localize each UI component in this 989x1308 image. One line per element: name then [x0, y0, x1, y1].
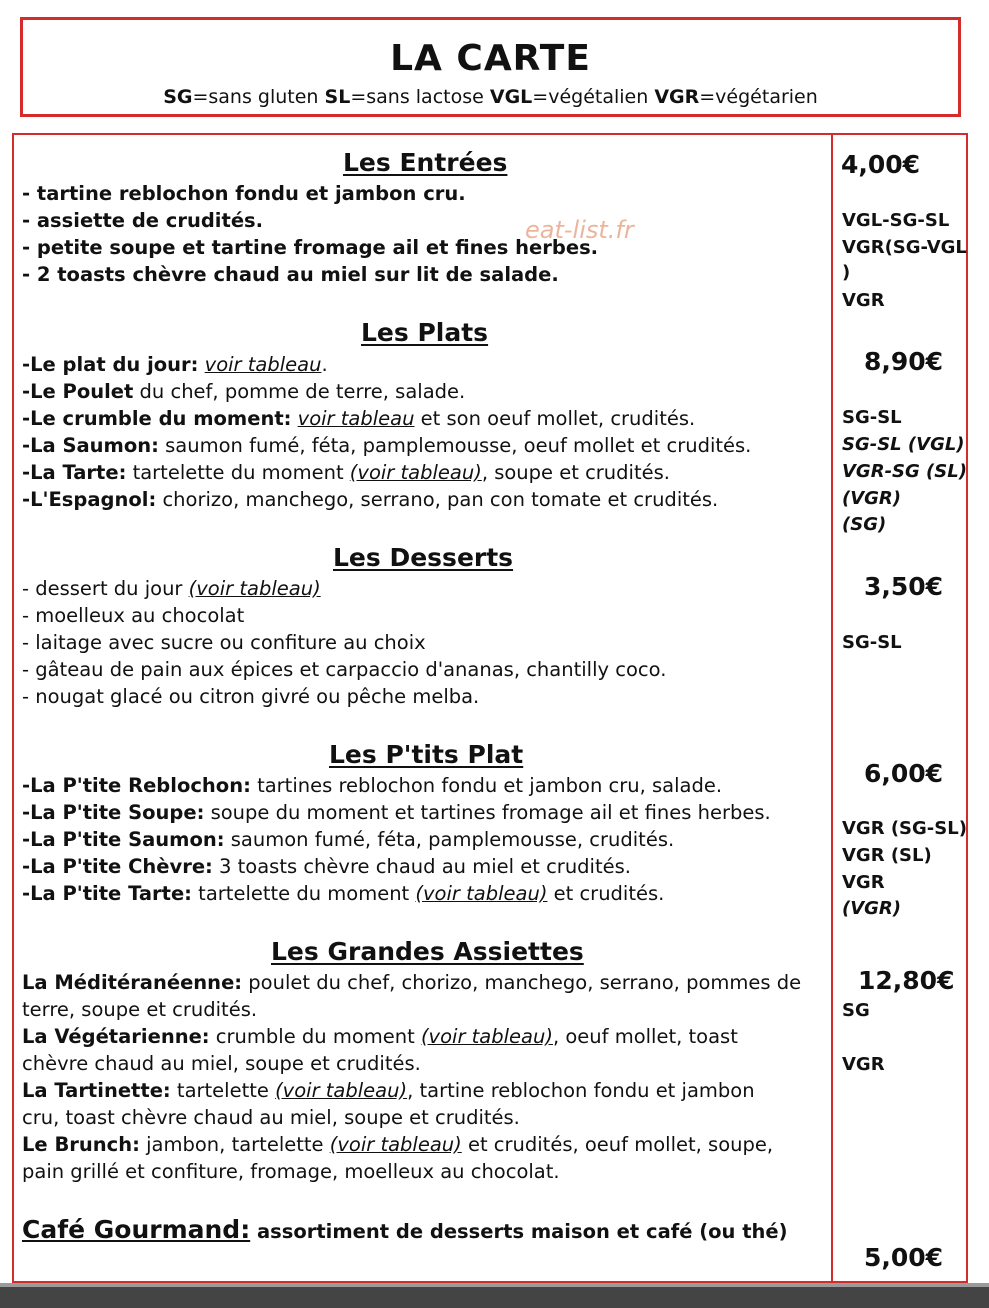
item-desc: et crudités.	[547, 882, 665, 905]
voir-tableau-link: (voir tableau)	[188, 577, 321, 600]
voir-tableau-link: (voir tableau)	[420, 1025, 553, 1048]
menu-item	[22, 379, 465, 405]
item-name: La Méditéranéenne:	[22, 971, 243, 994]
diet-tag: (VGR)	[842, 488, 902, 509]
menu-item	[22, 881, 664, 907]
diet-tag: SG-SL (VGL)	[842, 434, 965, 455]
menu-item	[22, 460, 670, 486]
diet-tag: VGR	[842, 872, 885, 893]
menu-item	[22, 181, 466, 207]
item-text: - assiette de crudités.	[22, 209, 264, 232]
voir-tableau-link: voir tableau	[297, 407, 415, 430]
diet-tag: VGR	[842, 290, 885, 311]
item-desc: chorizo, manchego, serrano, pan con tomate et crudités.	[156, 488, 719, 511]
item-name: -La P'tite Saumon:	[22, 828, 225, 851]
section-title-cafe: Café Gourmand:	[22, 1215, 251, 1244]
menu-item	[22, 262, 559, 288]
item-desc: et crudités, oeuf mollet, soupe,	[461, 1133, 774, 1156]
menu-item	[22, 1078, 755, 1104]
section-title-desserts: Les Desserts	[333, 543, 514, 572]
item-name: La Végétarienne:	[22, 1025, 210, 1048]
legend-value: =végétarien	[699, 86, 818, 108]
item-name: -La P'tite Reblochon:	[22, 774, 251, 797]
section-title-ptits: Les P'tits Plat	[329, 740, 524, 769]
diet-tag: SG-SL	[842, 632, 902, 653]
item-desc: , oeuf mollet, toast	[552, 1025, 738, 1048]
item-desc: , tartine reblochon fondu et jambon	[407, 1079, 755, 1102]
price-grandes: 12,80€	[858, 966, 955, 995]
item-desc: cru, toast chèvre chaud au miel, soupe et crudités.	[22, 1106, 520, 1129]
menu-item	[22, 352, 328, 378]
item-desc: .	[321, 353, 328, 376]
menu-item	[22, 657, 666, 683]
diet-tag: SG	[842, 1000, 870, 1021]
legend-key: SL	[324, 86, 351, 108]
item-desc: poulet du chef, chorizo, manchego, serrano, pommes de	[242, 971, 802, 994]
footer-bar	[0, 1287, 989, 1308]
price-desserts: 3,50€	[864, 572, 944, 601]
item-name: -La Saumon:	[22, 434, 159, 457]
diet-tag: VGR-SG (SL)	[842, 461, 967, 482]
menu-item	[22, 800, 771, 826]
watermark: eat-list.fr	[525, 216, 634, 244]
price-ptits: 6,00€	[864, 759, 944, 788]
item-desc: crumble du moment	[209, 1025, 421, 1048]
item-name: -Le Poulet	[22, 380, 134, 403]
item-desc: - gâteau de pain aux épices et carpaccio d'ananas, chantilly coco.	[22, 658, 667, 681]
diet-tag: SG-SL	[842, 407, 902, 428]
menu-item	[22, 1132, 773, 1158]
menu-item	[22, 970, 801, 996]
voir-tableau-link: (voir tableau)	[275, 1079, 408, 1102]
price-cafe: 5,00€	[864, 1243, 944, 1272]
voir-tableau-link: (voir tableau)	[415, 882, 548, 905]
item-desc: - nougat glacé ou citron givré ou pêche melba.	[22, 685, 480, 708]
item-text: - 2 toasts chèvre chaud au miel sur lit de salade.	[22, 263, 559, 286]
item-name: -La P'tite Tarte:	[22, 882, 192, 905]
item-desc: saumon fumé, féta, pamplemousse, oeuf mollet et crudités.	[158, 434, 752, 457]
price-entrees: 4,00€	[841, 150, 921, 179]
menu-item	[22, 630, 426, 656]
item-desc: tartelette	[170, 1079, 276, 1102]
menu-item-cont	[22, 1051, 421, 1077]
menu-item	[22, 208, 263, 234]
item-desc: - laitage avec sucre ou confiture au choix	[22, 631, 426, 654]
voir-tableau-link: (voir tableau)	[349, 461, 482, 484]
item-desc: - moelleux au chocolat	[22, 604, 245, 627]
header-box	[20, 17, 961, 117]
voir-tableau-link: (voir tableau)	[329, 1133, 462, 1156]
menu-item	[22, 827, 674, 853]
item-name: -Le crumble du moment:	[22, 407, 292, 430]
item-desc: - dessert du jour	[22, 577, 189, 600]
menu-item	[22, 684, 479, 710]
menu-item	[22, 235, 598, 261]
legend-value: =sans gluten	[192, 86, 319, 108]
section-title-entrees: Les Entrées	[343, 148, 508, 177]
diet-tag: VGR(SG-VGL	[842, 237, 967, 258]
diet-tag: VGR (SL)	[842, 845, 932, 866]
menu-item	[22, 773, 722, 799]
item-desc: 3 toasts chèvre chaud au miel et crudités.	[212, 855, 631, 878]
item-name: -La P'tite Chèvre:	[22, 855, 213, 878]
cafe-gourmand	[22, 1217, 788, 1245]
item-name: Le Brunch:	[22, 1133, 140, 1156]
menu-item	[22, 603, 244, 629]
diet-tag: VGL-SG-SL	[842, 210, 950, 231]
item-desc: pain grillé et confiture, fromage, moelleux au chocolat.	[22, 1160, 560, 1183]
item-desc: chèvre chaud au miel, soupe et crudités.	[22, 1052, 421, 1075]
item-desc: du chef, pomme de terre, salade.	[133, 380, 466, 403]
menu-item	[22, 406, 695, 432]
item-desc: tartelette du moment	[126, 461, 350, 484]
menu-item	[22, 576, 321, 602]
menu-item	[22, 854, 631, 880]
menu-item-cont	[22, 1159, 560, 1185]
item-desc: jambon, tartelette	[139, 1133, 330, 1156]
diet-tag: )	[842, 262, 851, 283]
section-title-plats: Les Plats	[361, 318, 489, 347]
page-title: LA CARTE	[390, 38, 591, 79]
item-desc: soupe du moment et tartines fromage ail et fines herbes.	[204, 801, 771, 824]
diet-tag: (SG)	[842, 514, 887, 535]
item-text: - petite soupe et tartine fromage ail et fines herbes.	[22, 236, 599, 259]
item-desc: et son oeuf mollet, crudités.	[414, 407, 696, 430]
legend-value: =sans lactose	[350, 86, 484, 108]
item-name: -La P'tite Soupe:	[22, 801, 205, 824]
diet-tag: (VGR)	[842, 898, 902, 919]
section-title-grandes: Les Grandes Assiettes	[271, 937, 584, 966]
item-desc: saumon fumé, féta, pamplemousse, crudités.	[224, 828, 675, 851]
menu-item	[22, 433, 751, 459]
item-desc: tartines reblochon fondu et jambon cru, salade.	[250, 774, 723, 797]
menu-item	[22, 487, 718, 513]
legend-key: VGL	[489, 86, 533, 108]
item-name: -La Tarte:	[22, 461, 127, 484]
item-name: La Tartinette:	[22, 1079, 171, 1102]
menu-item	[22, 1024, 738, 1050]
price-plats: 8,90€	[864, 347, 944, 376]
voir-tableau-link: voir tableau	[204, 353, 322, 376]
item-desc: assortiment de desserts maison et café (ou thé)	[250, 1220, 788, 1243]
legend-key: VGR	[654, 86, 700, 108]
diet-tag: VGR (SG-SL)	[842, 818, 967, 839]
menu-item-cont	[22, 997, 257, 1023]
menu-item-cont	[22, 1105, 520, 1131]
legend-key: SG	[163, 86, 193, 108]
item-desc: , soupe et crudités.	[481, 461, 670, 484]
item-desc: tartelette du moment	[191, 882, 416, 905]
legend-value: =végétalien	[532, 86, 649, 108]
item-name: -L'Espagnol:	[22, 488, 157, 511]
item-name: -Le plat du jour:	[22, 353, 199, 376]
item-text: - tartine reblochon fondu et jambon cru.	[22, 182, 466, 205]
diet-tag: VGR	[842, 1054, 885, 1075]
column-divider	[831, 133, 833, 1283]
diet-legend	[23, 86, 958, 108]
item-desc: terre, soupe et crudités.	[22, 998, 258, 1021]
